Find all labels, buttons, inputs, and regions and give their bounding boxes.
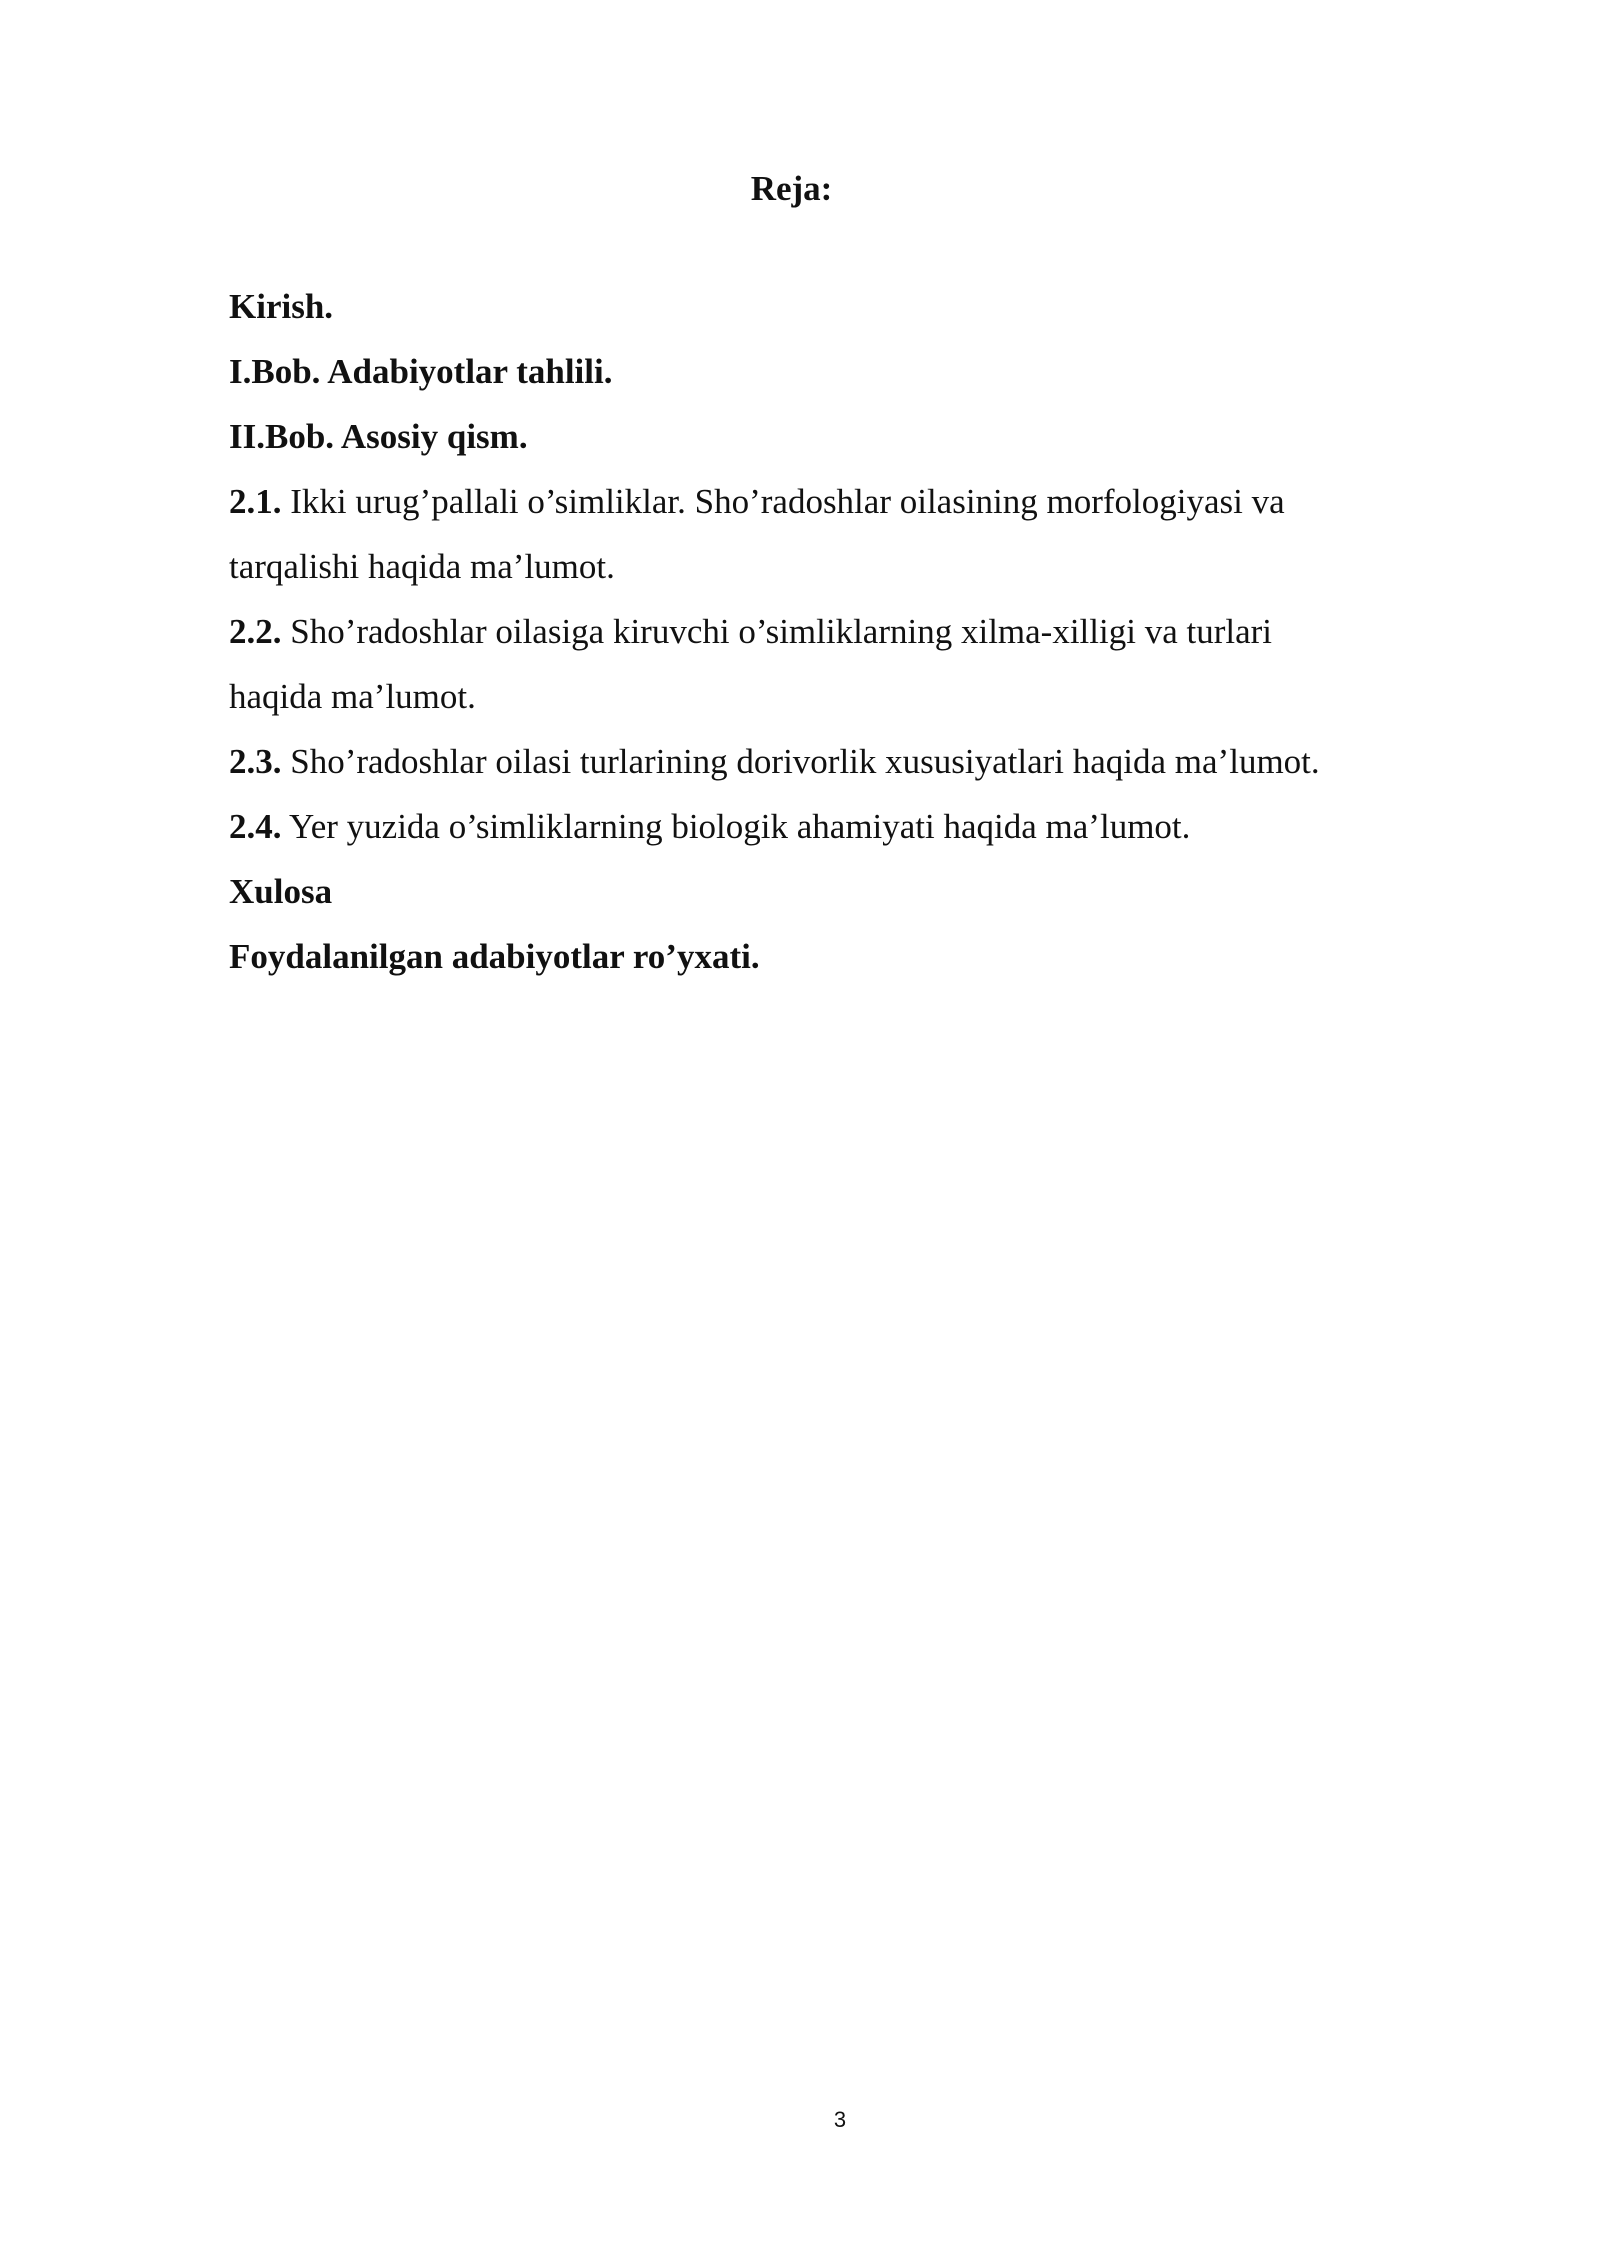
toc-item-number: 2.3.: [229, 742, 282, 781]
toc-item-adabiyotlar: Foydalanilgan adabiyotlar ro’yxati.: [229, 937, 760, 976]
toc-item-2-1-continued: tarqalishi haqida ma’lumot.: [229, 547, 615, 586]
page-title: Reja:: [750, 169, 833, 208]
toc-item-2-4: [229, 794, 1419, 859]
toc-item-text: Sho’radoshlar oilasi turlarining dorivorlik xususiyatlari haqida ma’lumot.: [281, 742, 1320, 781]
toc-item-2-3: [229, 729, 1419, 794]
toc-item-text: Yer yuzida o’simliklarning biologik ahamiyati haqida ma’lumot.: [281, 807, 1191, 846]
page-number: 3: [833, 2107, 847, 2132]
toc-item-number: 2.1.: [229, 482, 282, 521]
table-of-contents: [229, 274, 1419, 989]
toc-item-2-1: [229, 469, 1419, 534]
toc-item-2-2: [229, 599, 1419, 664]
toc-item-bob2: II.Bob. Asosiy qism.: [229, 417, 528, 456]
toc-item-text: Ikki urug’pallali o’simliklar. Sho’radoshlar oilasining morfologiyasi va: [281, 482, 1285, 521]
toc-item-number: 2.2.: [229, 612, 282, 651]
toc-item-number: 2.4.: [229, 807, 282, 846]
toc-item-2-2-continued: haqida ma’lumot.: [229, 677, 476, 716]
toc-item-bob1: I.Bob. Adabiyotlar tahlili.: [229, 352, 613, 391]
toc-item-xulosa: Xulosa: [229, 872, 333, 911]
toc-item-text: Sho’radoshlar oilasiga kiruvchi o’simliklarning xilma-xilligi va turlari: [281, 612, 1273, 651]
toc-item-kirish: Kirish.: [229, 287, 334, 326]
